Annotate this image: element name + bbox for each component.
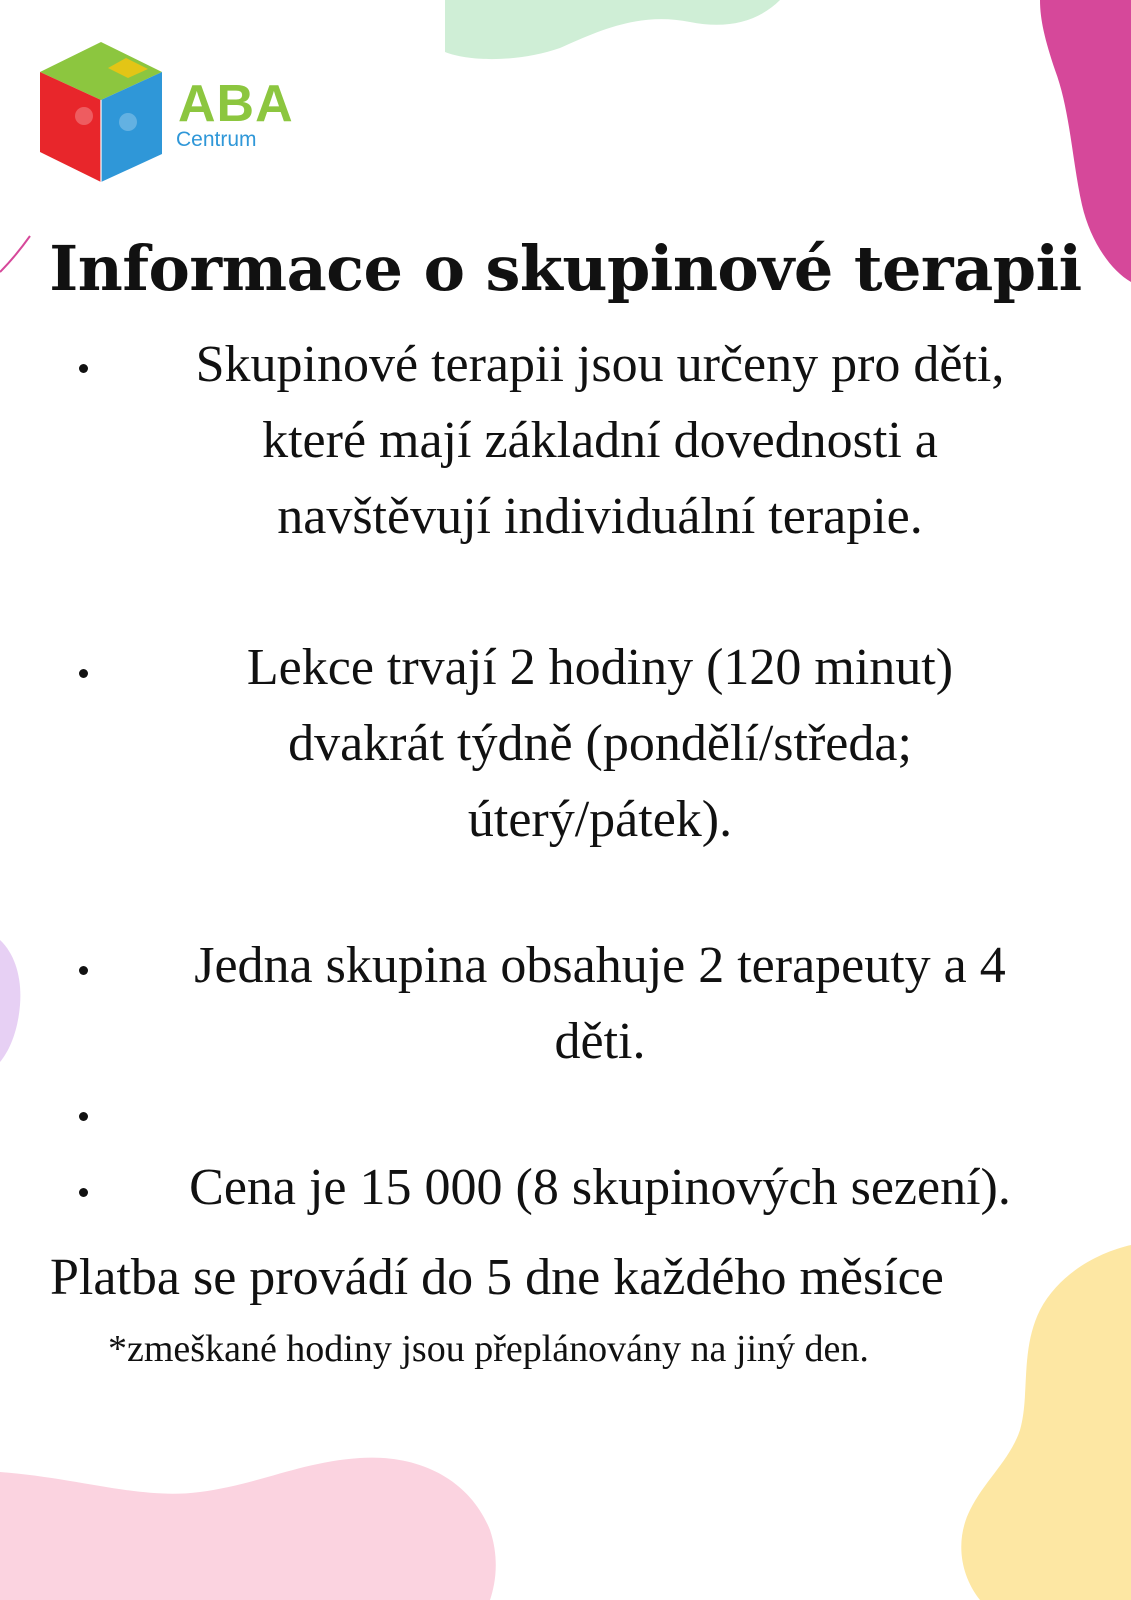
bullet-marker [75, 665, 91, 681]
text-line: úterý/pátek). [467, 791, 733, 848]
missed-lessons-note: *zmeškané hodiny jsou přeplánovány na jiný den. [108, 1328, 869, 1370]
bullet-marker [75, 360, 91, 376]
text-line: které mají základní dovednosti a [262, 412, 938, 469]
logo-wordmark: ABA [178, 75, 294, 133]
page-title: Informace o skupinové terapii [49, 232, 1082, 305]
payment-info: Platba se provádí do 5 dne každého měsíce [50, 1249, 944, 1306]
list-item-text [120, 1150, 1080, 1226]
list-item-text [120, 327, 1080, 555]
green-blob [445, 0, 780, 59]
pink-blob [0, 1458, 496, 1600]
cube-right-knob [119, 113, 137, 131]
bullet-marker [75, 1184, 91, 1200]
text-line: Jedna skupina obsahuje 2 terapeuty a 4 [194, 937, 1006, 994]
text-line: Cena je 15 000 (8 skupinových sezení). [189, 1159, 1011, 1216]
logo-subtitle: Centrum [176, 128, 257, 151]
text-line: děti. [554, 1013, 646, 1070]
text-line: Skupinové terapii jsou určeny pro děti, [195, 336, 1005, 393]
list-item-text [120, 928, 1080, 1080]
lilac-blob [0, 940, 20, 1062]
bullet-marker [75, 1108, 91, 1124]
logo [36, 42, 336, 187]
list-item-text [120, 630, 1080, 858]
text-line: Lekce trvají 2 hodiny (120 minut) [246, 639, 954, 696]
text-line: navštěvují individuální terapie. [277, 488, 923, 545]
bullet-marker [75, 962, 91, 978]
yellow-blob [961, 1245, 1131, 1600]
puzzle-cube-icon [36, 42, 166, 187]
text-line: dvakrát týdně (pondělí/středa; [288, 715, 912, 772]
cube-left-knob [75, 107, 93, 125]
